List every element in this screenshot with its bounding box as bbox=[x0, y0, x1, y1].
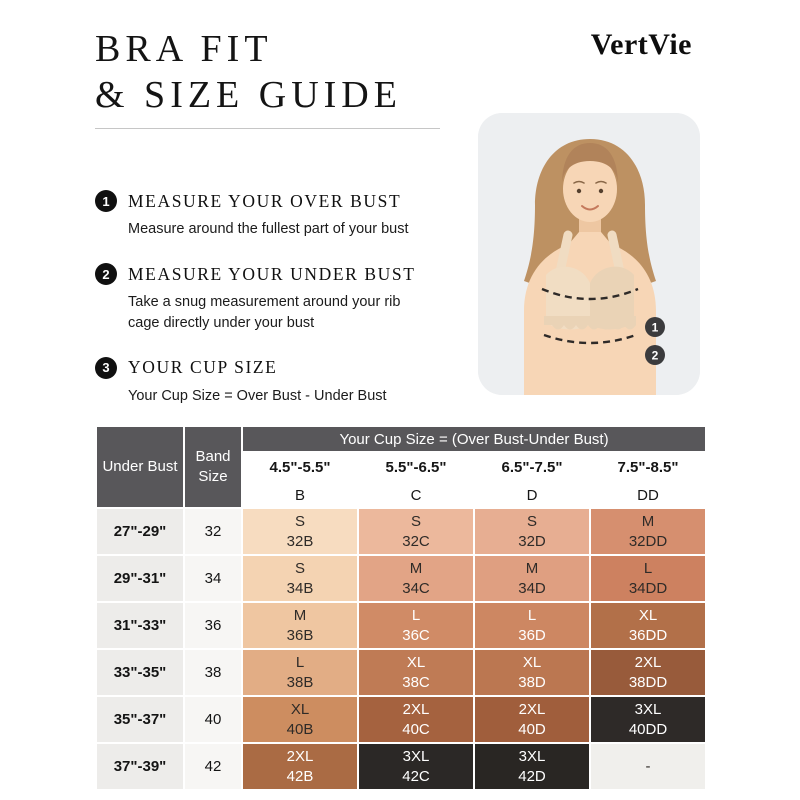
size-cell bbox=[590, 696, 706, 743]
step-2-number-icon: 2 bbox=[95, 263, 117, 285]
size-label: XL bbox=[290, 701, 310, 718]
step-1-heading: MEASURE YOUR OVER BUST bbox=[128, 190, 402, 211]
page-title-line1: BRA FIT bbox=[95, 28, 273, 70]
step-2-heading: MEASURE YOUR UNDER BUST bbox=[128, 263, 416, 284]
size-code: 34C bbox=[402, 579, 430, 597]
size-cell bbox=[474, 508, 590, 555]
step-over-bust bbox=[95, 190, 435, 239]
size-code: 36D bbox=[518, 626, 546, 644]
size-label: L bbox=[527, 607, 537, 624]
page-title bbox=[95, 26, 402, 119]
size-code: 32B bbox=[286, 532, 314, 550]
table-row bbox=[96, 649, 706, 696]
cup-size-formula-header: Your Cup Size = (Over Bust-Under Bust) bbox=[242, 426, 706, 452]
size-label: L bbox=[411, 607, 421, 624]
under-bust-cell: 29"-31" bbox=[96, 555, 184, 602]
size-code: 34B bbox=[286, 579, 314, 597]
size-label: 2XL bbox=[402, 701, 430, 718]
fit-model-illustration bbox=[478, 113, 700, 395]
size-label: XL bbox=[522, 654, 542, 671]
size-code: 32C bbox=[402, 532, 430, 550]
size-code: 32D bbox=[518, 532, 546, 550]
title-divider bbox=[95, 128, 440, 129]
size-label: S bbox=[294, 513, 305, 530]
size-label: 3XL bbox=[402, 748, 430, 765]
size-label: 2XL bbox=[518, 701, 546, 718]
size-label: XL bbox=[638, 607, 658, 624]
step-3-number-icon: 3 bbox=[95, 357, 117, 379]
page-title-line2: & SIZE GUIDE bbox=[95, 74, 402, 117]
band-size-cell: 40 bbox=[184, 696, 242, 743]
band-size-cell: 32 bbox=[184, 508, 242, 555]
step-3-body: Your Cup Size = Over Bust - Under Bust bbox=[128, 387, 387, 404]
size-cell bbox=[242, 696, 358, 743]
size-cell bbox=[590, 555, 706, 602]
size-code: 42B bbox=[286, 767, 314, 785]
badge-1-icon bbox=[645, 317, 665, 337]
size-code: 40B bbox=[286, 720, 314, 738]
size-cell bbox=[358, 555, 474, 602]
size-code: 38D bbox=[518, 673, 546, 691]
table-row bbox=[96, 743, 706, 790]
size-label: L bbox=[643, 560, 653, 577]
band-size-cell: 34 bbox=[184, 555, 242, 602]
size-code: 40C bbox=[402, 720, 430, 738]
step-3-heading: YOUR CUP SIZE bbox=[128, 357, 278, 378]
under-bust-header: Under Bust bbox=[96, 426, 184, 508]
size-code: 40D bbox=[518, 720, 546, 738]
range-header: 7.5"-8.5" bbox=[590, 452, 706, 482]
size-code: 34DD bbox=[628, 579, 668, 597]
cup-letter-header: B bbox=[242, 482, 358, 508]
size-label: S bbox=[526, 513, 537, 530]
svg-text:2: 2 bbox=[651, 348, 659, 363]
size-code: 36C bbox=[402, 626, 430, 644]
size-cell bbox=[242, 602, 358, 649]
under-bust-cell: 35"-37" bbox=[96, 696, 184, 743]
size-label: L bbox=[295, 654, 305, 671]
size-cell bbox=[242, 649, 358, 696]
size-code: 38B bbox=[286, 673, 314, 691]
size-cell bbox=[590, 649, 706, 696]
step-1-number-icon: 1 bbox=[95, 190, 117, 212]
step-head bbox=[95, 190, 435, 212]
svg-text:1: 1 bbox=[651, 320, 659, 335]
size-cell bbox=[590, 508, 706, 555]
size-label: M bbox=[293, 607, 307, 624]
step-under-bust bbox=[95, 263, 435, 333]
size-table bbox=[95, 425, 707, 791]
size-code: 38C bbox=[402, 673, 430, 691]
step-1-body: Measure around the fullest part of your bust bbox=[128, 221, 409, 237]
cup-letter-header: C bbox=[358, 482, 474, 508]
size-cell bbox=[242, 555, 358, 602]
table-header-row-1 bbox=[96, 426, 706, 452]
size-label: M bbox=[641, 513, 655, 530]
band-size-cell: 42 bbox=[184, 743, 242, 790]
size-code: 42D bbox=[518, 767, 546, 785]
size-label: 2XL bbox=[634, 654, 662, 671]
size-cell bbox=[474, 602, 590, 649]
size-label: 2XL bbox=[286, 748, 314, 765]
size-cell bbox=[590, 743, 706, 790]
badge-2-icon bbox=[645, 345, 665, 365]
size-cell bbox=[590, 602, 706, 649]
size-cell bbox=[242, 508, 358, 555]
band-size-cell: 36 bbox=[184, 602, 242, 649]
measuring-steps bbox=[95, 190, 435, 430]
cup-letter-header: D bbox=[474, 482, 590, 508]
size-label: - bbox=[645, 757, 651, 775]
size-label: S bbox=[410, 513, 421, 530]
size-cell bbox=[242, 743, 358, 790]
table-row bbox=[96, 602, 706, 649]
size-cell bbox=[474, 649, 590, 696]
band-size-header: Band Size bbox=[184, 426, 242, 508]
size-label: M bbox=[525, 560, 539, 577]
size-code: 32DD bbox=[628, 532, 668, 550]
size-code: 36B bbox=[286, 626, 314, 644]
size-code: 36DD bbox=[628, 626, 668, 644]
under-bust-cell: 37"-39" bbox=[96, 743, 184, 790]
range-header: 6.5"-7.5" bbox=[474, 452, 590, 482]
size-cell bbox=[358, 696, 474, 743]
size-cell bbox=[358, 602, 474, 649]
range-header: 4.5"-5.5" bbox=[242, 452, 358, 482]
size-label: 3XL bbox=[518, 748, 546, 765]
band-size-cell: 38 bbox=[184, 649, 242, 696]
cup-letter-header: DD bbox=[590, 482, 706, 508]
step-cup-size bbox=[95, 357, 435, 406]
size-label: S bbox=[294, 560, 305, 577]
size-label: 3XL bbox=[634, 701, 662, 718]
size-code: 40DD bbox=[628, 720, 668, 738]
size-cell bbox=[474, 696, 590, 743]
table-row bbox=[96, 555, 706, 602]
size-label: M bbox=[409, 560, 423, 577]
brand-logo: VertVie bbox=[590, 28, 692, 61]
under-bust-cell: 31"-33" bbox=[96, 602, 184, 649]
size-code: 42C bbox=[402, 767, 430, 785]
step-2-body: Take a snug measurement around your rib cage directly under your bust bbox=[128, 294, 401, 331]
fit-model-svg bbox=[478, 113, 700, 395]
size-cell bbox=[358, 743, 474, 790]
table-row bbox=[96, 696, 706, 743]
size-cell bbox=[474, 555, 590, 602]
size-table-body bbox=[96, 508, 706, 790]
size-code: 34D bbox=[518, 579, 546, 597]
under-bust-cell: 27"-29" bbox=[96, 508, 184, 555]
under-bust-cell: 33"-35" bbox=[96, 649, 184, 696]
table-row bbox=[96, 508, 706, 555]
step-head bbox=[95, 263, 435, 285]
size-code: 38DD bbox=[628, 673, 668, 691]
size-cell bbox=[358, 508, 474, 555]
step-head bbox=[95, 357, 435, 379]
range-header: 5.5"-6.5" bbox=[358, 452, 474, 482]
size-label: XL bbox=[406, 654, 426, 671]
size-cell bbox=[358, 649, 474, 696]
size-cell bbox=[474, 743, 590, 790]
